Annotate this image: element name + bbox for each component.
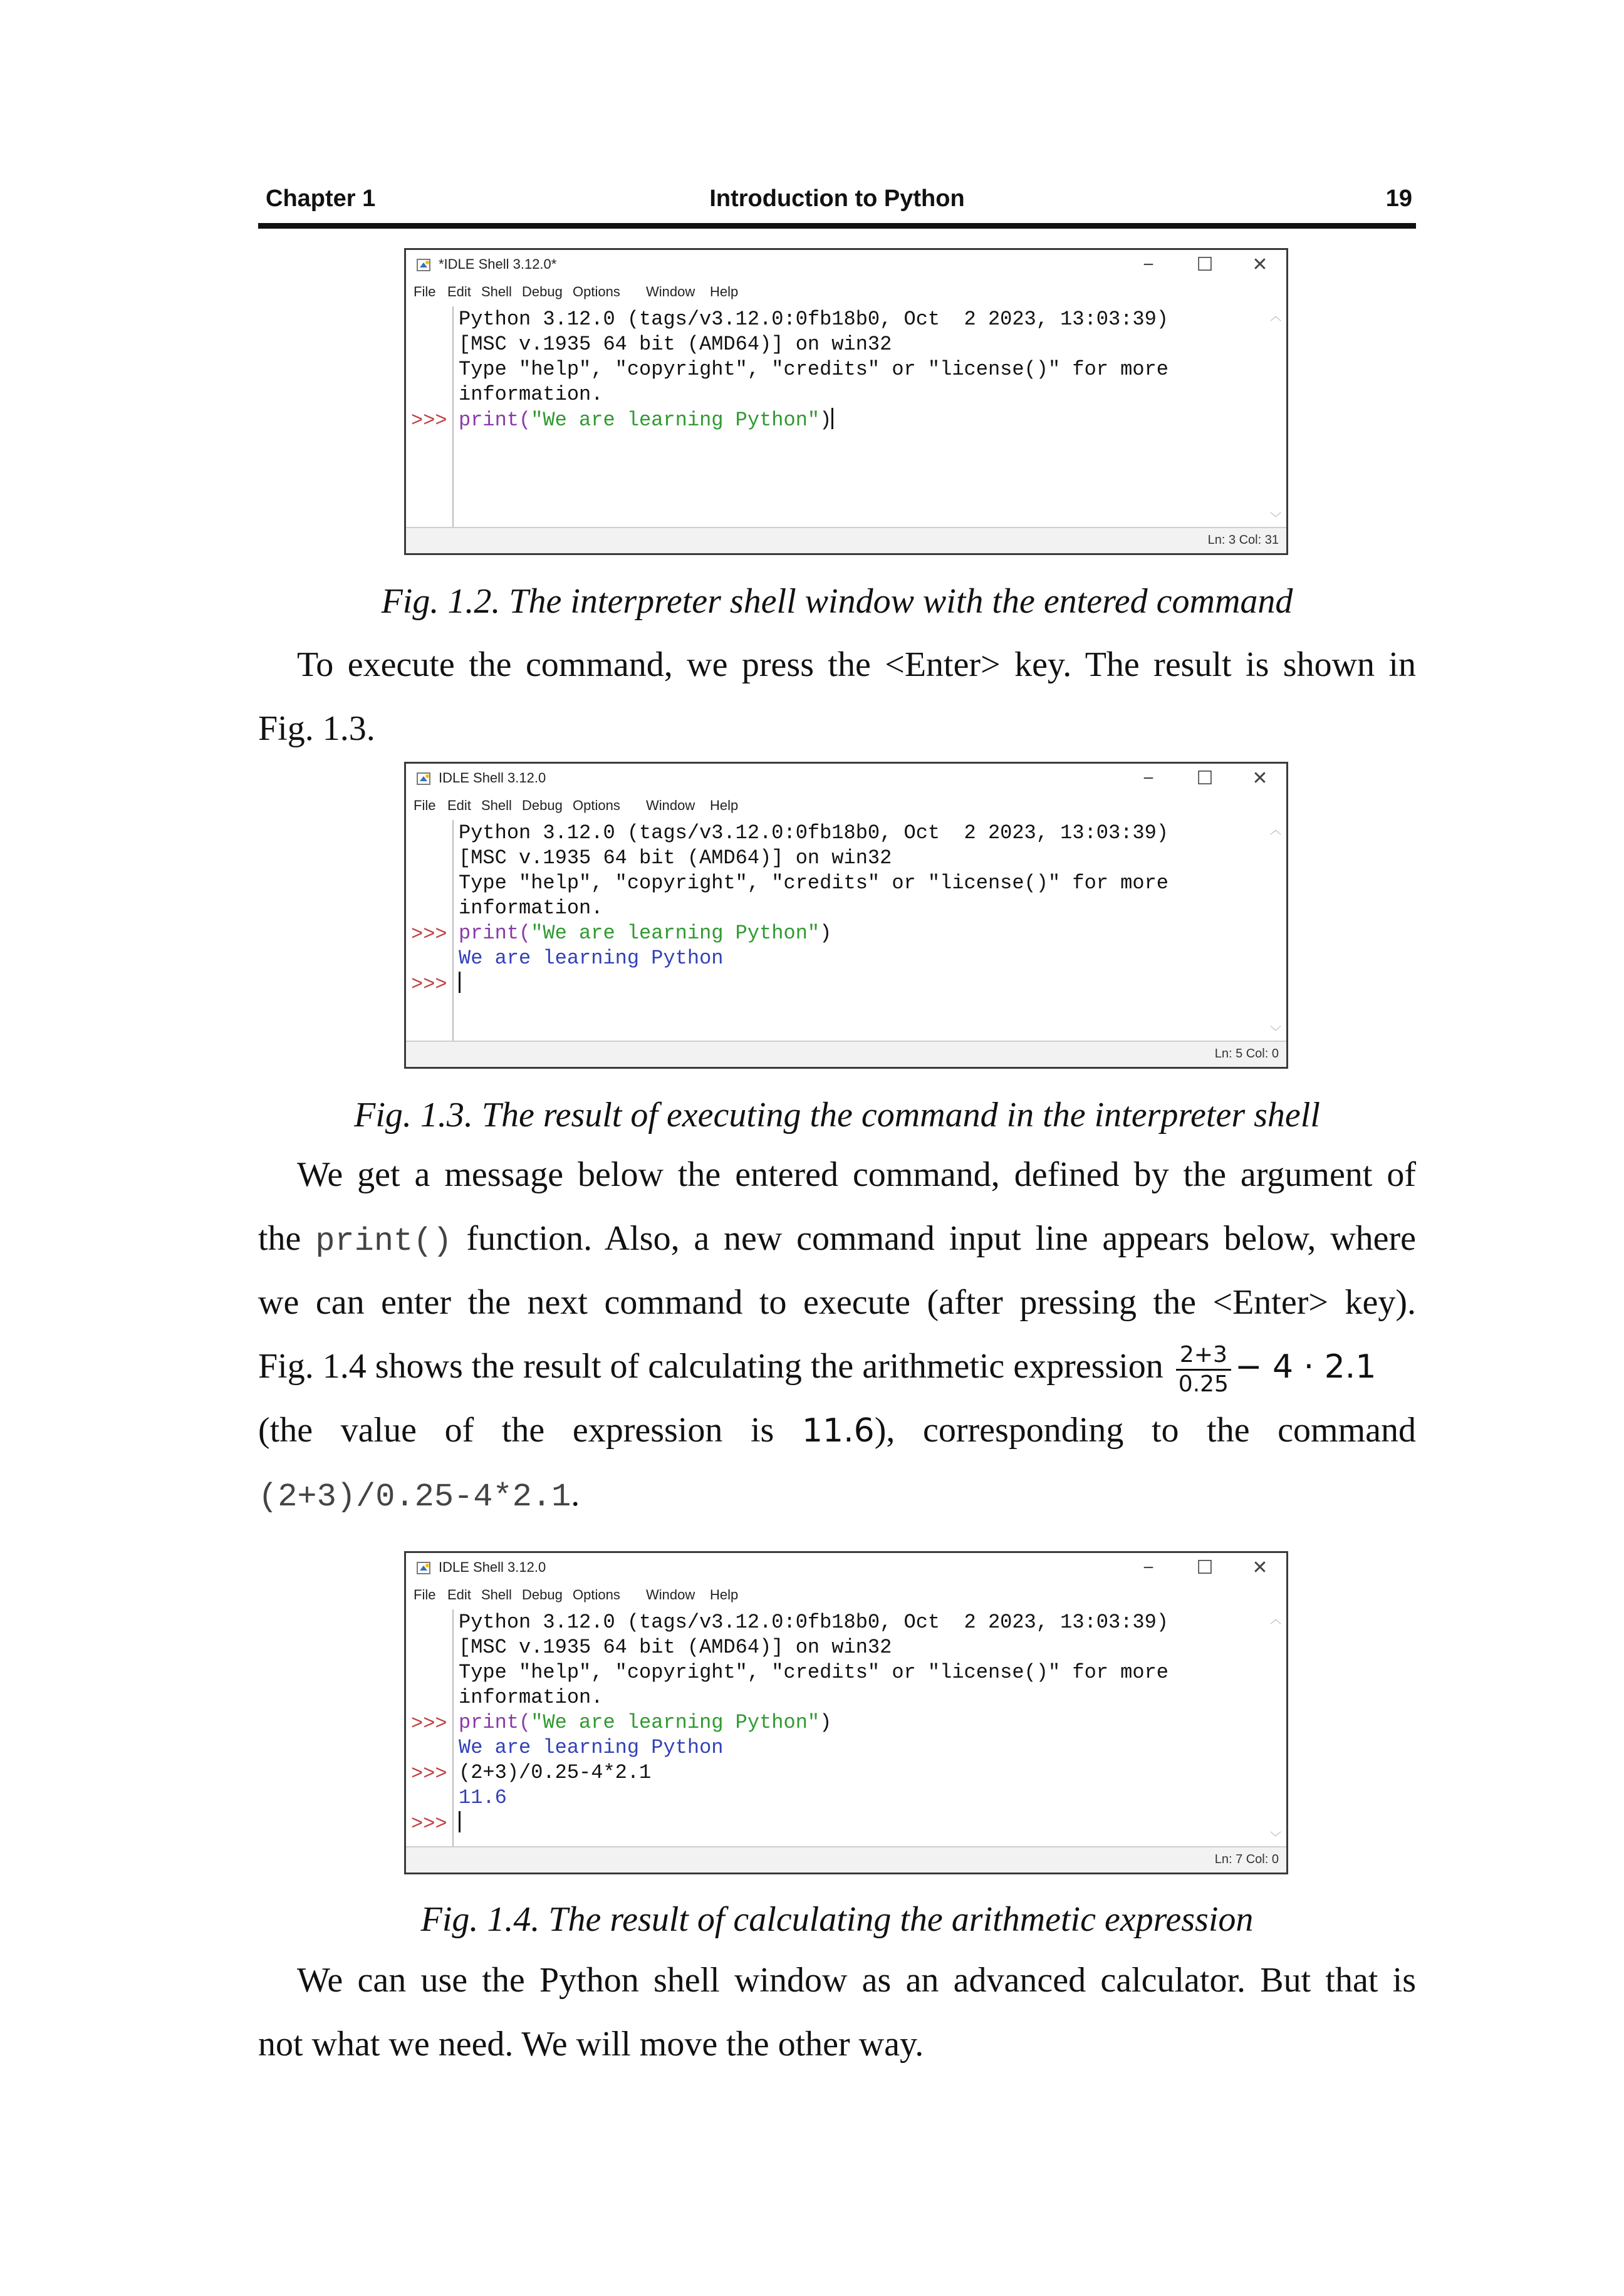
- vertical-scrollbar[interactable]: [1267, 308, 1284, 526]
- banner-line: information.: [459, 383, 603, 406]
- banner-line: Python 3.12.0 (tags/v3.12.0:0fb18b0, Oct 2 2023, 13:03:39): [459, 308, 1169, 331]
- paragraph-2: [258, 1143, 1416, 1526]
- shell-text-area[interactable]: [459, 1609, 1261, 1847]
- prompt: >>>: [411, 1762, 447, 1785]
- menu-shell[interactable]: Shell: [481, 797, 512, 813]
- command-function: print(: [459, 922, 531, 945]
- text-cursor: [831, 408, 833, 429]
- figure-caption: Fig. 1.2. The interpreter shell window with the entered command: [381, 582, 1293, 621]
- text-cursor: [459, 1811, 461, 1832]
- scroll-down-icon[interactable]: ﹀: [1270, 1831, 1281, 1844]
- command-string: "We are learning Python": [531, 922, 820, 945]
- maximize-icon[interactable]: ☐: [1196, 1557, 1214, 1578]
- chapter-title: Introduction to Python: [709, 185, 965, 212]
- menu-debug[interactable]: Debug: [522, 797, 563, 813]
- scroll-up-icon[interactable]: ︿: [1270, 1613, 1281, 1626]
- maximize-icon[interactable]: ☐: [1196, 254, 1214, 275]
- inline-code: print(): [315, 1223, 452, 1260]
- idle-shell-window-fig-1-4[interactable]: [404, 1551, 1288, 1874]
- status-bar: [406, 1846, 1286, 1873]
- menu-help[interactable]: Help: [710, 1587, 739, 1603]
- figure-caption: Fig. 1.3. The result of executing the command in the interpreter shell: [354, 1096, 1320, 1135]
- window-title: *IDLE Shell 3.12.0*: [439, 256, 557, 272]
- menu-bar: [406, 795, 1286, 816]
- text-line: (the value of the expression is 11.6), corresponding to the command: [258, 1411, 1417, 1450]
- menu-bar: [406, 281, 1286, 303]
- math-fraction: $\frac{2+3}{0.25}$: [1176, 1341, 1231, 1398]
- command-close: ): [820, 408, 832, 432]
- scroll-up-icon[interactable]: ︿: [1270, 824, 1281, 836]
- vertical-scrollbar[interactable]: [1267, 821, 1284, 1039]
- menu-window[interactable]: Window: [646, 797, 695, 813]
- scroll-up-icon[interactable]: ︿: [1270, 310, 1281, 323]
- close-icon[interactable]: ✕: [1252, 1557, 1268, 1578]
- prompt: >>>: [411, 1812, 447, 1836]
- math-rest: − 4 · 2.1: [1234, 1348, 1377, 1386]
- window-titlebar[interactable]: [406, 250, 1286, 280]
- menu-edit[interactable]: Edit: [447, 284, 471, 299]
- close-icon[interactable]: ✕: [1252, 768, 1268, 789]
- text-line: We get a message below the entered command, defined by the argument of: [297, 1155, 1416, 1194]
- cursor-position: Ln: 3 Col: 31: [1207, 533, 1279, 547]
- status-bar: [406, 1041, 1286, 1067]
- command-line: [459, 922, 831, 945]
- menu-window[interactable]: Window: [646, 1587, 695, 1603]
- window-title: IDLE Shell 3.12.0: [439, 1559, 546, 1575]
- minimize-icon[interactable]: −: [1143, 254, 1154, 275]
- output-line: We are learning Python: [459, 1736, 724, 1759]
- menu-shell[interactable]: Shell: [481, 1587, 512, 1603]
- menu-help[interactable]: Help: [710, 797, 739, 813]
- banner-line: Python 3.12.0 (tags/v3.12.0:0fb18b0, Oct 2 2023, 13:03:39): [459, 1611, 1169, 1634]
- expression-line: (2+3)/0.25-4*2.1: [459, 1761, 652, 1784]
- text-line-with-math: Fig. 1.4 shows the result of calculating the arithmetic expression $\frac{2+3}{0.25}$ − 4 · 2.1: [258, 1341, 1377, 1397]
- text-line: Fig. 1.3.: [258, 709, 375, 748]
- python-idle-icon: [416, 1561, 432, 1576]
- text-line: we can enter the next command to execute (after pressing the <Enter> key).: [258, 1283, 1416, 1322]
- banner-line: Type "help", "copyright", "credits" or "license()" for more: [459, 871, 1169, 895]
- window-titlebar[interactable]: [406, 1553, 1286, 1583]
- cursor-position: Ln: 5 Col: 0: [1214, 1047, 1279, 1061]
- prompt-gutter: [406, 820, 454, 1042]
- menu-debug[interactable]: Debug: [522, 1587, 563, 1603]
- menu-file[interactable]: File: [414, 1587, 436, 1603]
- menu-options[interactable]: Options: [573, 284, 620, 299]
- minimize-icon[interactable]: −: [1143, 1557, 1154, 1578]
- prompt-gutter: [406, 306, 454, 528]
- menu-help[interactable]: Help: [710, 284, 739, 299]
- page-number: 19: [1385, 185, 1412, 212]
- shell-text-area[interactable]: [459, 820, 1261, 1042]
- banner-line: [MSC v.1935 64 bit (AMD64)] on win32: [459, 1636, 892, 1659]
- menu-edit[interactable]: Edit: [447, 1587, 471, 1603]
- shell-text-area[interactable]: [459, 306, 1261, 528]
- idle-shell-window-fig-1-2[interactable]: [404, 248, 1288, 555]
- banner-line: Type "help", "copyright", "credits" or "license()" for more: [459, 358, 1169, 381]
- text-line: To execute the command, we press the <Enter> key. The result is shown in: [297, 645, 1416, 684]
- menu-window[interactable]: Window: [646, 284, 695, 299]
- window-titlebar[interactable]: [406, 764, 1286, 794]
- command-function: print(: [459, 1711, 531, 1734]
- command-string: "We are learning Python": [531, 408, 820, 432]
- menu-file[interactable]: File: [414, 797, 436, 813]
- text-line: not what we need. We will move the other way.: [258, 2025, 924, 2064]
- prompt-gutter: [406, 1609, 454, 1847]
- menu-options[interactable]: Options: [573, 797, 620, 813]
- banner-line: Type "help", "copyright", "credits" or "license()" for more: [459, 1661, 1169, 1684]
- close-icon[interactable]: ✕: [1252, 254, 1268, 275]
- output-line: We are learning Python: [459, 947, 724, 970]
- menu-bar: [406, 1584, 1286, 1606]
- prompt: >>>: [411, 923, 447, 946]
- idle-shell-window-fig-1-3[interactable]: [404, 762, 1288, 1069]
- maximize-icon[interactable]: ☐: [1196, 768, 1214, 789]
- menu-debug[interactable]: Debug: [522, 284, 563, 299]
- banner-line: information.: [459, 896, 603, 920]
- command-close: ): [820, 922, 832, 945]
- vertical-scrollbar[interactable]: [1267, 1611, 1284, 1845]
- scroll-down-icon[interactable]: ﹀: [1270, 1026, 1281, 1038]
- text-line: the print() function. Also, a new command input line appears below, where: [258, 1219, 1417, 1260]
- menu-file[interactable]: File: [414, 284, 436, 299]
- paragraph-1: [258, 633, 1416, 761]
- command-close: ): [820, 1711, 832, 1734]
- window-title: IDLE Shell 3.12.0: [439, 770, 546, 786]
- command-string: "We are learning Python": [531, 1711, 820, 1734]
- chapter-label: Chapter 1: [266, 185, 376, 212]
- menu-edit[interactable]: Edit: [447, 797, 471, 813]
- text-line: We can use the Python shell window as an advanced calculator. But that is: [297, 1961, 1416, 2000]
- result-line: 11.6: [459, 1786, 507, 1809]
- text-line: (2+3)/0.25-4*2.1.: [258, 1475, 580, 1515]
- inline-code: (2+3)/0.25-4*2.1: [258, 1478, 571, 1515]
- menu-options[interactable]: Options: [573, 1587, 620, 1603]
- expression-value: 11.6: [801, 1412, 875, 1450]
- running-header: [258, 183, 1416, 229]
- menu-shell[interactable]: Shell: [481, 284, 512, 299]
- python-idle-icon: [416, 771, 432, 786]
- input-line: [459, 972, 461, 995]
- scroll-down-icon[interactable]: ﹀: [1270, 512, 1281, 524]
- prompt: >>>: [411, 973, 447, 996]
- prompt: >>>: [411, 409, 447, 432]
- status-bar: [406, 527, 1286, 553]
- banner-line: information.: [459, 1686, 603, 1709]
- banner-line: [MSC v.1935 64 bit (AMD64)] on win32: [459, 333, 892, 356]
- command-line: [459, 408, 833, 432]
- input-line: [459, 1811, 461, 1835]
- prompt: >>>: [411, 1712, 447, 1735]
- command-line: [459, 1711, 831, 1734]
- cursor-position: Ln: 7 Col: 0: [1214, 1852, 1279, 1866]
- minimize-icon[interactable]: −: [1143, 768, 1154, 789]
- paragraph-3: [258, 1948, 1416, 2076]
- banner-line: Python 3.12.0 (tags/v3.12.0:0fb18b0, Oct 2 2023, 13:03:39): [459, 821, 1169, 844]
- figure-caption: Fig. 1.4. The result of calculating the arithmetic expression: [420, 1900, 1254, 1939]
- text-cursor: [459, 972, 461, 993]
- python-idle-icon: [416, 257, 432, 273]
- command-function: print(: [459, 408, 531, 432]
- banner-line: [MSC v.1935 64 bit (AMD64)] on win32: [459, 846, 892, 870]
